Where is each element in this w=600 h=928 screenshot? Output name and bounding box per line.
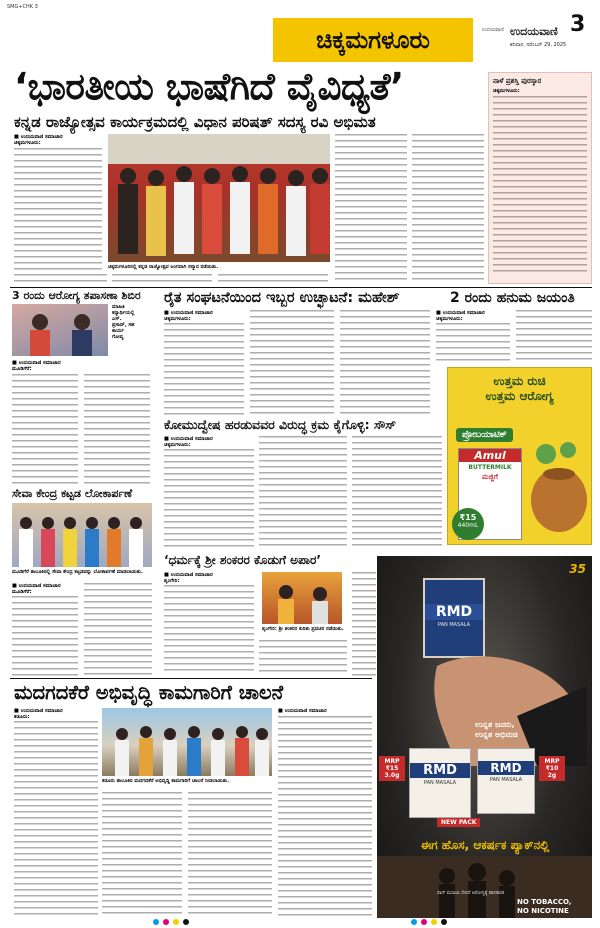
lead-body-col-5 <box>412 134 484 284</box>
seva-headline: ಸೇವಾ ಕೇಂದ್ರ ಕಟ್ಟಡ ಲೋಕಾರ್ಪಣೆ <box>12 487 133 500</box>
rmd-pack-label-2: PAN MASALA <box>489 777 523 783</box>
seva-body-2 <box>84 583 152 676</box>
lead-body-lower-1 <box>14 274 107 284</box>
rmd-tagline-2: ಉನ್ನತ ಅಭಿರುಚಿ <box>475 730 518 739</box>
seva-dateline: ಮೂಡಿಗೆರೆ: <box>12 589 32 596</box>
lead-subhead: ಕನ್ನಡ ರಾಜ್ಯೋತ್ಸವ ಕಾರ್ಯಕ್ರಮದಲ್ಲಿ ವಿಧಾನ ಪರಿಷತ್ ಸದಸ್ಯ ರವಿ ಅಭಿಮತ <box>14 113 376 131</box>
farmer-headline: ರೈತ ಸಂಘಟನೆಯಿಂದ ಇಬ್ಬರ ಉಚ್ಛಾಟನೆ: ಮಹೇಶ್ <box>164 290 400 306</box>
madagadakere-headline: ಮದಗದಕೆರೆ ಅಭಿವೃದ್ಧಿ ಕಾಮಗಾರಿಗೆ ಚಾಲನೆ <box>14 681 284 704</box>
health-cap-5: ಕಾರ್ಯ <box>112 328 124 334</box>
rmd-pack-1 <box>409 748 471 818</box>
lead-photo-figures <box>108 134 330 262</box>
rmd-no-tobacco: NO TOBACCO, <box>517 898 572 906</box>
dharma-photo <box>262 572 342 624</box>
dharma-dateline: ಶೃಂಗೇರಿ: <box>164 578 180 585</box>
dharma-body-3 <box>259 640 347 676</box>
farmer-byline: ■ ಉದಯವಾಣಿ ಸಮಾಚಾರ <box>164 310 213 316</box>
sidebar-award-body <box>493 96 587 274</box>
dharma-byline: ■ ಉದಯವಾಣಿ ಸಮಾಚಾರ <box>164 572 213 578</box>
issue-date: ಶನಿವಾರ, ನವೆಂಬರ್ 29, 2025 <box>510 42 567 48</box>
rmd-badge: 35 <box>569 562 586 576</box>
hanuma-byline: ■ ಉದಯವಾಣಿ ಸಮಾಚಾರ <box>436 310 485 316</box>
health-body-2 <box>84 374 150 484</box>
communal-byline: ■ ಉದಯವಾಣಿ ಸಮಾಚಾರ <box>164 436 213 442</box>
madagadakere-body-3 <box>188 792 272 917</box>
madagadakere-photo-figures <box>102 708 272 776</box>
madagadakere-body-1 <box>14 721 98 917</box>
health-byline: ■ ಉದಯವಾಣಿ ಸಮಾಚಾರ <box>12 360 61 366</box>
farmer-body-3 <box>340 310 430 415</box>
rmd-banner: ಈಗ ಹೊಸ, ಆಕರ್ಷಕ ಪ್ಯಾಕ್‌ನಲ್ಲಿ <box>420 838 550 852</box>
lead-body-col-1 <box>14 148 102 272</box>
seva-caption: ಮೂಡಿಗೆರೆ ತಾಲೂಕಿನಲ್ಲಿ ಸೇವಾ ಕೇಂದ್ರ ಕಟ್ಟಡವನ್ನು ಲೋಕಾರ್ಪಣೆ ಮಾಡಲಾಯಿತು. <box>12 569 143 575</box>
seva-byline: ■ ಉದಯವಾಣಿ ಸಮಾಚಾರ <box>12 583 61 589</box>
health-dateline: ಮೂಡಿಗೆರೆ: <box>12 366 32 373</box>
madagadakere-byline: ■ ಉದಯವಾಣಿ ಸಮಾಚಾರ <box>14 708 63 714</box>
lead-body-col-4 <box>335 134 407 284</box>
communal-dateline: ಚಿಕ್ಕಮಗಳೂರು: <box>164 442 191 449</box>
rmd-pack-2 <box>477 748 535 814</box>
amul-price-badge <box>452 508 484 540</box>
farmer-body-2 <box>250 310 334 415</box>
rmd-mrp-1: MRP ₹15 3.0g <box>379 756 405 781</box>
paper-sublabel: ಉದಯವಾಣಿ <box>482 27 504 33</box>
lead-photo-caption: ಚಿಕ್ಕಮಗಳೂರಿನಲ್ಲಿ ಕನ್ನಡ ರಾಜ್ಯೋತ್ಸವ ಅಂಗವಾಗಿ ಸನ್ಮಾನ ನಡೆಯಿತು. <box>108 264 219 270</box>
health-photo-figures <box>12 304 108 356</box>
amul-volume: 440mL <box>457 522 479 529</box>
hanuma-body-2 <box>516 310 592 363</box>
health-cap-1: ಮಾಹಿತಿ <box>112 304 125 310</box>
health-body-1 <box>12 374 78 484</box>
rmd-no-nicotine: NO NICOTINE <box>517 907 569 915</box>
masthead-box <box>273 18 473 62</box>
amul-ad[interactable] <box>447 367 592 545</box>
madagadakere-caption: ಕಡೂರು ತಾಲೂಕಿನ ಮದಗದಕೆರೆ ಅಭಿವೃದ್ಧಿ ಕಾಮಗಾರಿಗೆ ಚಾಲನೆ ನೀಡಲಾಯಿತು. <box>102 778 229 784</box>
sidebar-award-title: ನಾಳೆ ಪ್ರಶಸ್ತಿ ಪುರಸ್ಕಾರ <box>493 77 542 85</box>
edition-code: SMG+CHK 3 <box>7 4 38 10</box>
madagadakere-dateline: ಕಡೂರು: <box>14 714 30 721</box>
rmd-brand-1: RMD <box>410 763 470 778</box>
rmd-footer-note: ಪಾನ್ ಮಸಾಲಾ ಸೇವನೆ ಆರೋಗ್ಯಕ್ಕೆ ಹಾನಿಕಾರಕ <box>437 891 504 896</box>
paper-label: ಉದಯವಾಣಿ <box>510 25 558 38</box>
amul-brand: Amul <box>459 449 521 462</box>
madagadakere-body-2 <box>102 792 182 917</box>
seva-body-1 <box>12 596 78 676</box>
amul-pot-graphic <box>528 434 590 538</box>
madagadakere-photo <box>102 708 272 776</box>
amul-product: BUTTERMILK <box>468 464 512 471</box>
divider-2 <box>10 678 372 679</box>
amul-tagline-1: ಉತ್ತಮ ರುಚಿ <box>493 374 546 388</box>
health-cap-3: ಎಸ್. <box>112 316 122 322</box>
rmd-brand-2: RMD <box>478 761 534 775</box>
rmd-new-pack: NEW PACK <box>437 818 480 827</box>
dharma-photo-figures <box>262 572 342 624</box>
amul-small: ಮಜ್ಜಿಗೆ <box>482 473 498 481</box>
communal-body-2 <box>259 436 347 549</box>
dharma-body-4 <box>352 572 376 676</box>
sidebar-award-dateline: ಚಿಕ್ಕಮಗಳೂರು: <box>493 88 520 94</box>
communal-body-1 <box>164 449 254 549</box>
amul-product-label: ಪ್ರೋಬಯಾಟಿಕ್ <box>456 428 513 442</box>
madagadakere-body-4 <box>278 716 372 917</box>
rmd-ad[interactable] <box>377 556 592 918</box>
madagadakere-byline-2: ■ ಉದಯವಾಣಿ ಸಮಾಚಾರ <box>278 708 327 714</box>
rmd-pack-label-1: PAN MASALA <box>423 780 457 786</box>
lead-body-lower-3 <box>218 274 328 284</box>
rmd-pack-label-top: PAN MASALA <box>437 622 471 628</box>
farmer-body-1 <box>164 323 244 415</box>
lead-byline: ■ ಉದಯವಾಣಿ ಸಮಾಚಾರ <box>14 134 63 140</box>
page-number: 3 <box>570 12 586 37</box>
hanuma-body-1 <box>436 323 510 363</box>
health-cap-2: ಕನ್ಯಾರ್ಥಿಯಲ್ಲಿ <box>112 310 135 316</box>
divider-1 <box>10 287 592 288</box>
health-photo <box>12 304 108 356</box>
health-cap-4: ಪ್ರಸಾದ್, ಸಹ <box>112 322 135 328</box>
lead-dateline: ಚಿಕ್ಕಮಗಳೂರು: <box>14 140 41 147</box>
lead-headline: ‘ಭಾರತೀಯ ಭಾಷೆಗಿದೆ ವೈವಿಧ್ಯತೆ’ <box>14 65 404 108</box>
health-cap-6: ಗೋಪ್ಯ <box>112 334 124 340</box>
rmd-mrp-2: MRP ₹10 2g <box>539 756 565 781</box>
amul-tagline-2: ಉತ್ತಮ ಆರೋಗ್ಯ <box>485 389 554 403</box>
amul-price: ₹15 <box>459 513 477 522</box>
registration-marks <box>150 918 450 926</box>
lead-body-lower-2 <box>112 274 212 284</box>
hanuma-dateline: ಚಿಕ್ಕಮಗಳೂರು: <box>436 316 463 323</box>
rmd-tagline-1: ಉನ್ನತ ಜನರು, <box>475 720 515 729</box>
health-headline: 3 ರಂದು ಆರೋಗ್ಯ ತಪಾಸಣಾ ಶಿಬಿರ <box>12 289 141 302</box>
dharma-headline: ‘ಧರ್ಮಕ್ಕೆ ಶ್ರೀ ಶಂಕರರ ಕೊಡುಗೆ ಅಪಾರ’ <box>164 553 321 567</box>
rmd-brand-top: RMD <box>425 604 483 620</box>
lead-photo <box>108 134 330 262</box>
farmer-dateline: ಚಿಕ್ಕಮಗಳೂರು: <box>164 316 191 323</box>
communal-headline: ಕೋಮುದ್ವೇಷ ಹರಡುವವರ ವಿರುದ್ಧ ಕ್ರಮ ಕೈಗೊಳ್ಳಿ: ಸೌಸ್ <box>164 417 396 432</box>
seva-photo <box>12 503 152 567</box>
sidebar-award-box <box>488 72 592 284</box>
masthead-title: ಚಿಕ್ಕಮಗಳೂರು <box>316 26 430 54</box>
seva-photo-figures <box>12 503 152 567</box>
dharma-body-1 <box>164 585 254 675</box>
hanuma-headline: 2 ರಂದು ಹನುಮ ಜಯಂತಿ <box>450 290 575 306</box>
communal-body-3 <box>352 436 442 549</box>
dharma-caption: ಶೃಂಗೇರಿ: ಶ್ರೀ ಶಂಕರರ ಕುರಿತು ಪ್ರವಚನ ನಡೆಯಿತು. <box>262 626 344 632</box>
